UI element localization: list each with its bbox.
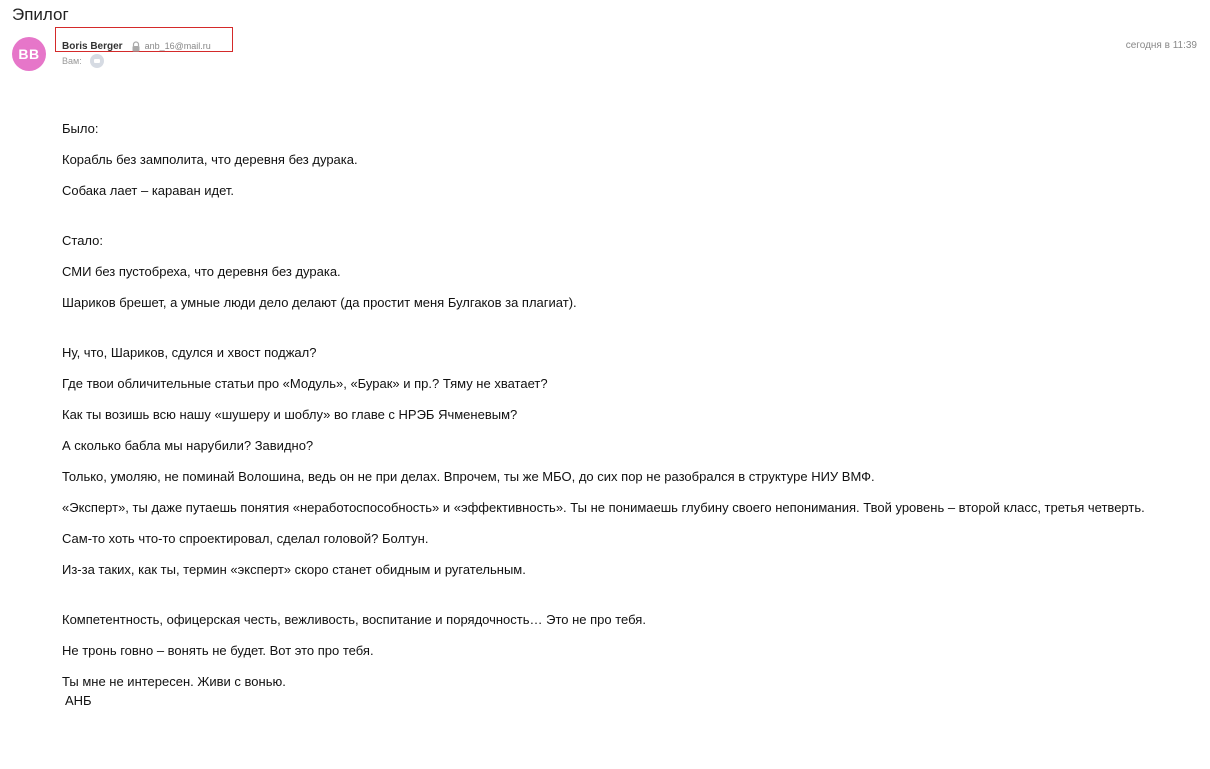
sender-avatar[interactable]: BB [12,37,46,71]
recipient-row [62,54,104,68]
sender-name[interactable]: Boris Berger [62,40,123,52]
email-body [62,119,1172,722]
body-paragraph: Корабль без замполита, что деревня без дурака. [62,152,358,167]
body-paragraph: Ну, что, Шариков, сдулся и хвост поджал? [62,345,317,360]
body-paragraph: Из-за таких, как ты, термин «эксперт» скоро станет обидным и ругательным. [62,562,526,577]
body-paragraph: Стало: [62,233,103,248]
spacer [62,324,1172,343]
recipient-avatar-icon[interactable] [90,54,104,68]
body-paragraph: Собака лает – караван идет. [62,183,235,198]
email-subject: Эпилог [12,5,69,24]
body-paragraph: Компетентность, офицерская честь, вежливость, воспитание и порядочность… Это не про тебя. [62,612,646,627]
body-paragraph: СМИ без пустобреха, что деревня без дурака. [62,264,341,279]
sender-email[interactable]: anb_16@mail.ru [144,41,211,51]
body-paragraph: «Эксперт», ты даже путаешь понятия «неработоспособность» и «эффективность». Ты не понимаешь глубину своего непонимания. Твой уровень – второй класс, третья четверть. [62,500,1145,515]
body-paragraph: Шариков брешет, а умные люди дело делают (да простит меня Булгаков за плагиат). [62,295,577,310]
spacer [62,212,1172,231]
body-paragraph: Только, умоляю, не поминай Волошина, ведь он не при делах. Впрочем, ты же МБО, до сих пор не разобрался в структуре НИУ ВМФ. [62,469,875,484]
body-paragraph: А сколько бабла мы нарубили? Завидно? [62,438,314,453]
lock-icon [131,41,141,52]
body-paragraph: Где твои обличительные статьи про «Модуль», «Бурак» и пр.? Тяму не хватает? [62,376,548,391]
signature: АНБ [65,693,92,708]
body-paragraph: Сам-то хоть что-то спроектировал, сделал головой? Болтун. [62,531,429,546]
email-date: сегодня в 11:39 [1125,40,1197,51]
body-paragraph: Не тронь говно – вонять не будет. Вот это про тебя. [62,643,374,658]
sender-row [62,39,211,53]
body-paragraph: Как ты возишь всю нашу «шушеру и шоблу» во главе с НРЭБ Ячменевым? [62,407,518,422]
body-paragraph: Ты мне не интересен. Живи с вонью. [62,674,286,689]
body-paragraph: Было: [62,121,99,136]
to-label: Вам: [62,56,82,66]
spacer [62,591,1172,610]
